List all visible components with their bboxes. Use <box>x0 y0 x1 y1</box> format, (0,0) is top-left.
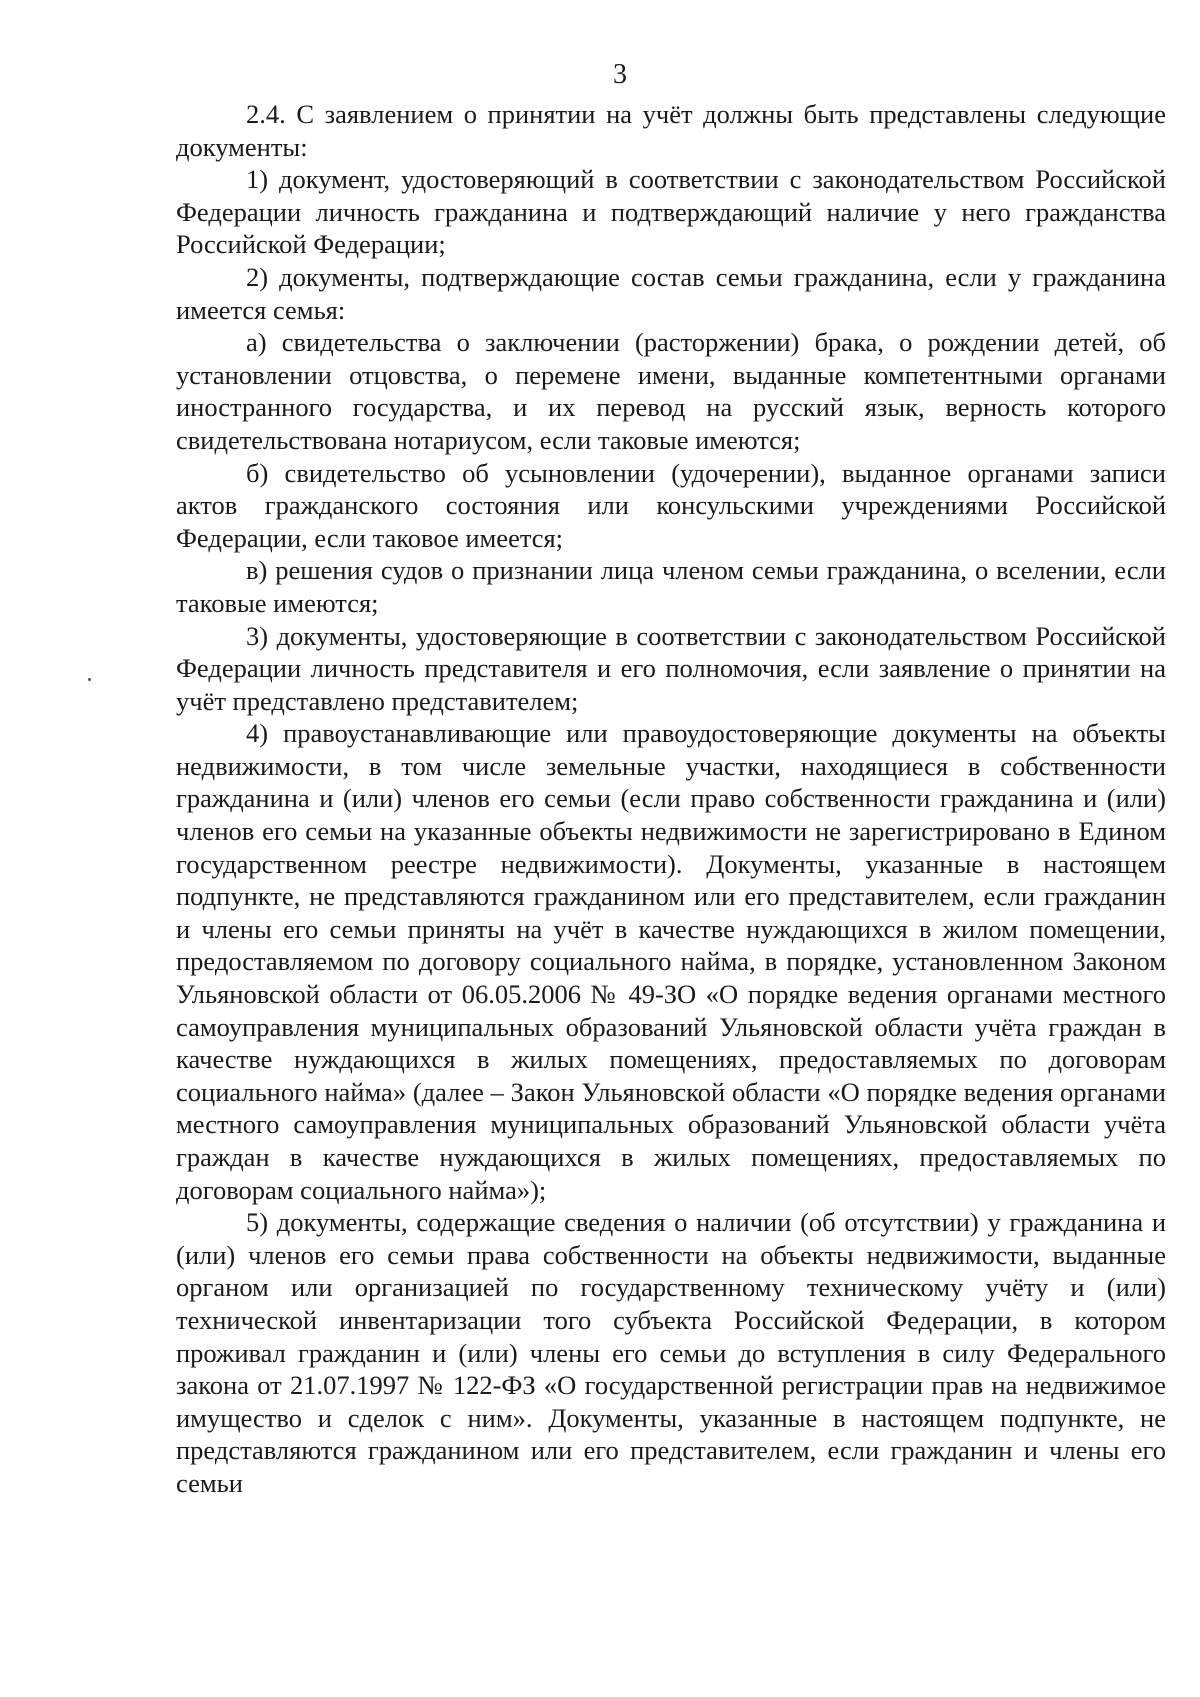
document-body <box>176 98 1166 1500</box>
paragraph-subitem-v: в) решения судов о признании лица членом семьи гражданина, о вселении, если таковые имеются; <box>176 555 1166 618</box>
paragraph-2-4-intro: 2.4. С заявлением о принятии на учёт должны быть представлены следующие документы: <box>176 99 1166 162</box>
paragraph-item-3: 3) документы, удостоверяющие в соответствии с законодательством Российской Федерации личность представителя и его полномочия, если заявление о принятии на учёт представлено представителем; <box>176 620 1166 716</box>
paragraph-subitem-b: б) свидетельство об усыновлении (удочерении), выданное органами записи актов гражданского состояния или консульскими учреждениями Российской Федерации, если таковое имеется; <box>176 457 1166 553</box>
scan-speck-mark <box>88 678 91 681</box>
paragraph-item-1: 1) документ, удостоверяющий в соответствии с законодательством Российской Федерации личность гражданина и подтверждающий наличие у него гражданства Российской Федерации; <box>176 164 1166 260</box>
page-number: 3 <box>613 59 627 90</box>
paragraph-item-4: 4) правоустанавливающие или правоудостоверяющие документы на объекты недвижимости, в том числе земельные участки, находящиеся в собственности гражданина и (или) членов его семьи (если право собственности гражданина и (или) членов его семьи на указанные объекты недвижимости не зарегистрировано в Едином государственном реестре недвижимости). Документы, указанные в настоящем подпункте, не представляются гражданином или его представителем, если гражданин и члены его семьи приняты на учёт в качестве нуждающихся в жилом помещении, предоставляемом по договору социального найма, в порядке, установленном Законом Ульяновской области от 06.05.2006 № 49-ЗО «О порядке ведения органами местного самоуправления муниципальных образований Ульяновской области учёта граждан в качестве нуждающихся в жилых помещениях, предоставляемых по договорам социального найма» (далее – Закон Ульяновской области «О порядке ведения органами местного самоуправления муниципальных образований Ульяновской области учёта граждан в качестве нуждающихся в жилых помещениях, предоставляемых по договорам социального найма»); <box>176 718 1166 1205</box>
paragraph-item-5: 5) документы, содержащие сведения о наличии (об отсутствии) у гражданина и (или) членов его семьи права собственности на объекты недвижимости, выданные органом или организацией по государственному техническому учёту и (или) технической инвентаризации того субъекта Российской Федерации, в котором проживал гражданин и (или) члены его семьи до вступления в силу Федерального закона от 21.07.1997 № 122-ФЗ «О государственной регистрации прав на недвижимое имущество и сделок с ним». Документы, указанные в настоящем подпункте, не представляются гражданином или его представителем, если гражданин и члены его семьи <box>176 1207 1166 1498</box>
paragraph-item-2: 2) документы, подтверждающие состав семьи гражданина, если у гражданина имеется семья: <box>176 261 1166 325</box>
paragraph-subitem-a: а) свидетельства о заключении (расторжении) брака, о рождении детей, об установлении отцовства, о перемене имени, выданные компетентными органами иностранного государства, и их перевод на русский язык, верность которого свидетельствована нотариусом, если таковые имеются; <box>176 327 1166 455</box>
